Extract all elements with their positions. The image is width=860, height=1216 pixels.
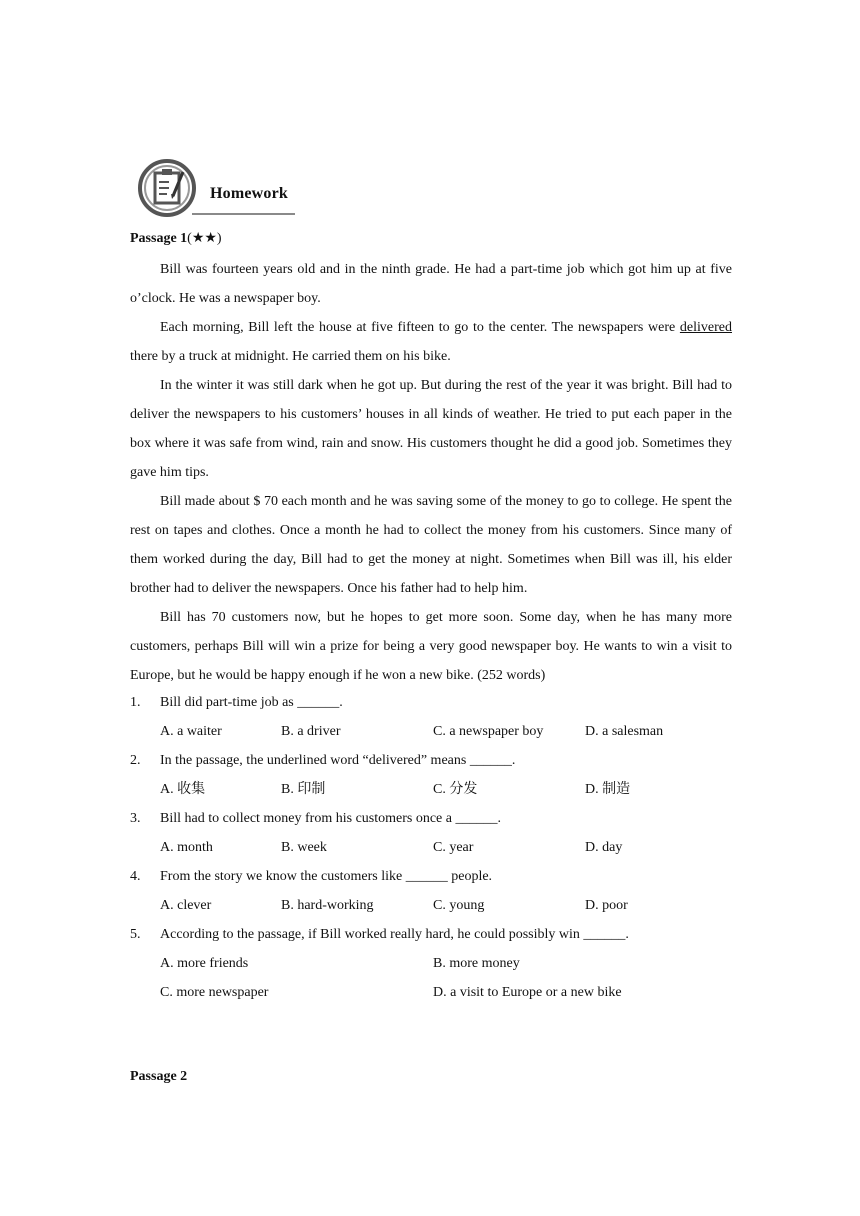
question-text: In the passage, the underlined word “delivered” means ______. [160, 753, 516, 768]
question-1-options [130, 717, 750, 746]
option-c: C. a newspaper boy [433, 724, 544, 739]
option-d: D. a salesman [585, 724, 664, 739]
question-2-options [130, 775, 750, 804]
option-c: C. year [433, 840, 474, 855]
question-number: 2. [130, 753, 141, 768]
passage-1-label: Passage 1 [130, 231, 188, 246]
option-c: C. more newspaper [160, 985, 269, 1000]
passage-1-body [130, 255, 732, 690]
option-c: C. young [433, 898, 485, 913]
paragraph [130, 313, 732, 371]
homework-clipboard-icon [136, 158, 200, 218]
option-a: A. a waiter [160, 724, 222, 739]
option-a: A. clever [160, 898, 212, 913]
question-5-options-row-1 [130, 949, 750, 978]
question-5 [130, 920, 750, 949]
option-b: B. more money [433, 956, 520, 971]
homework-header [136, 158, 296, 220]
paragraph: In the winter it was still dark when he got up. But during the rest of the year it was bright. Bill had to deliver the newspapers to his customers’ houses in all kinds of weather. He tried to put each paper in the box where it was safe from wind, rain and snow. His customers thought he did a good job. Sometimes they gave him tips. [130, 378, 732, 480]
question-5-options-row-2 [130, 978, 750, 1007]
passage-2-label: Passage 2 [130, 1069, 188, 1084]
homework-title: Homework [210, 185, 289, 202]
passage-2-title [130, 1069, 187, 1085]
question-number: 3. [130, 811, 141, 826]
option-b: B. week [281, 840, 327, 855]
underlined-word: delivered [679, 320, 732, 335]
option-c: C. 分发 [433, 782, 478, 797]
option-a: A. 收集 [160, 782, 206, 797]
difficulty-stars: (★★) [187, 231, 222, 246]
paragraph: Bill was fourteen years old and in the ninth grade. He had a part-time job which got him up at five o’clock. He was a newspaper boy. [130, 262, 732, 306]
question-3-options [130, 833, 750, 862]
question-number: 1. [130, 695, 141, 710]
paragraph-text: Each morning, Bill left the house at five fifteen to go to the center. The newspapers were [160, 320, 680, 335]
question-text: Bill did part-time job as ______. [160, 695, 343, 710]
option-b: B. a driver [281, 724, 341, 739]
question-3 [130, 804, 750, 833]
paragraph: Bill made about $ 70 each month and he was saving some of the money to go to college. He spent the rest on tapes and clothes. Once a month he had to collect the money from his customers. Since many of them worked during the day, Bill had to get the money at night. Sometimes when Bill was ill, his elder brother had to deliver the newspapers. Once his father had to help him. [130, 494, 732, 596]
option-a: A. more friends [160, 956, 249, 971]
passage-1-title [130, 230, 222, 247]
question-list [130, 688, 750, 1007]
question-4-options [130, 891, 750, 920]
option-b: B. 印制 [281, 782, 326, 797]
question-number: 5. [130, 927, 141, 942]
question-number: 4. [130, 869, 141, 884]
option-b: B. hard-working [281, 898, 374, 913]
paragraph-text: there by a truck at midnight. He carried them on his bike. [130, 349, 451, 364]
option-d: D. 制造 [585, 782, 631, 797]
option-d: D. day [585, 840, 623, 855]
option-a: A. month [160, 840, 213, 855]
paragraph: Bill has 70 customers now, but he hopes to get more soon. Some day, when he has many more customers, perhaps Bill will win a prize for being a very good newspaper boy. He wants to win a visit to Europe, but he would be happy enough if he won a new bike. (252 words) [130, 610, 732, 683]
question-1 [130, 688, 750, 717]
question-4 [130, 862, 750, 891]
question-text: Bill had to collect money from his customers once a ______. [160, 811, 501, 826]
question-2 [130, 746, 750, 775]
header-divider [192, 213, 295, 215]
option-d: D. a visit to Europe or a new bike [433, 985, 622, 1000]
question-text: According to the passage, if Bill worked really hard, he could possibly win ______. [160, 927, 629, 942]
question-text: From the story we know the customers like ______ people. [160, 869, 493, 884]
option-d: D. poor [585, 898, 628, 913]
